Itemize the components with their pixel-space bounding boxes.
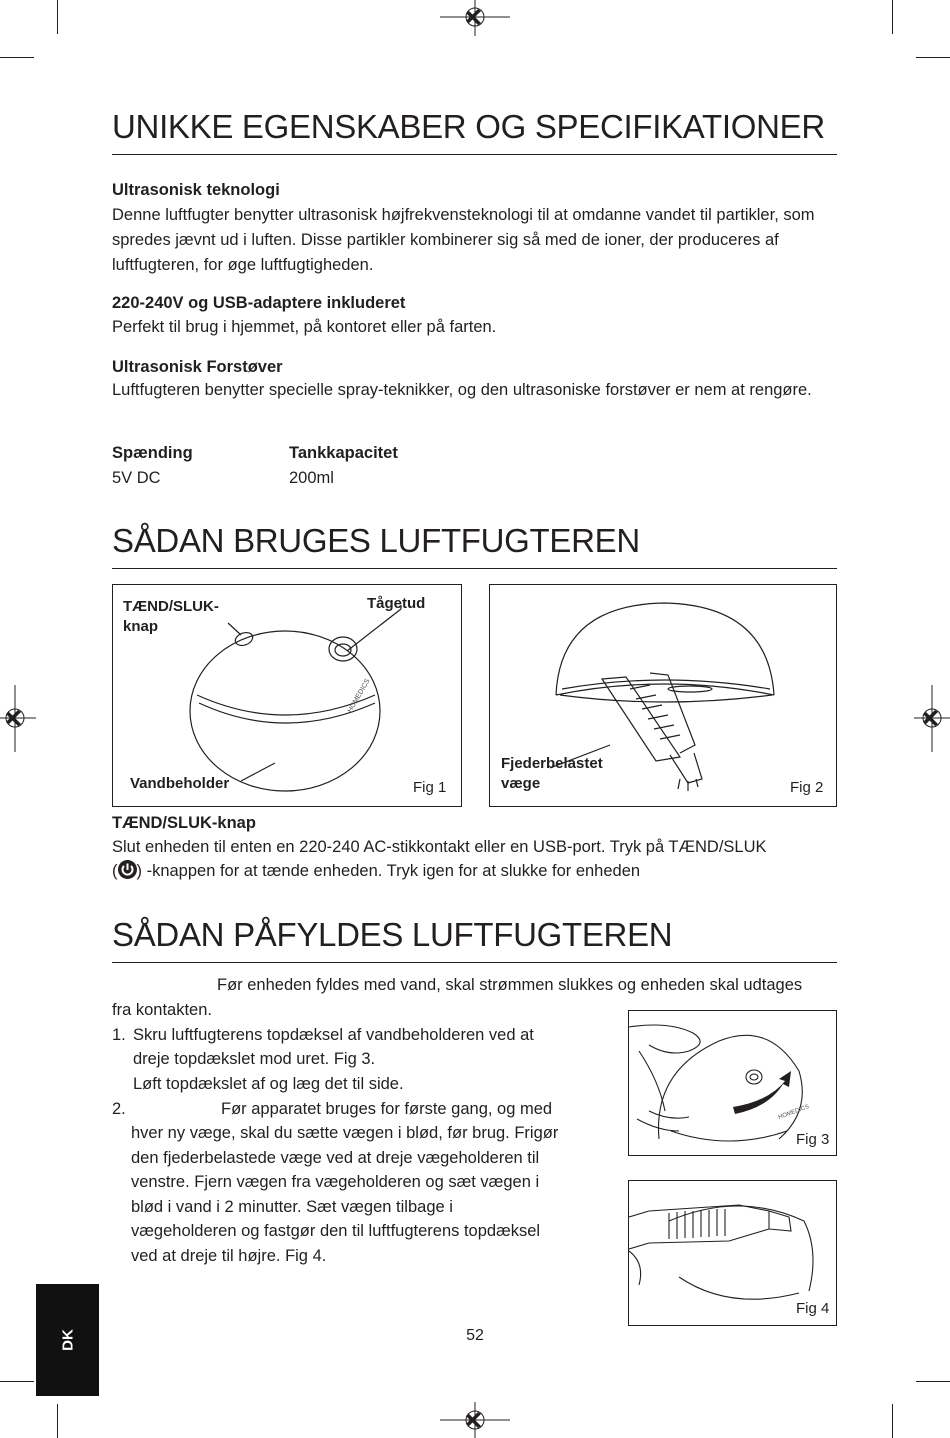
figure-2 (489, 584, 837, 807)
crop-mark (916, 1381, 950, 1382)
step-2-line: venstre. Fjern vægen fra vægeholderen og sæt vægen i (131, 1173, 540, 1191)
spec-value: 5V DC (112, 469, 161, 487)
label-spring-wick: Fjederbelastet væge (501, 755, 603, 792)
crop-mark (916, 57, 950, 58)
step-number: 1. (112, 1026, 126, 1044)
crop-mark (0, 57, 34, 58)
step-1-line: Løft topdækslet af og læg det til side. (133, 1075, 404, 1093)
spec-label: Tankkapacitet (289, 444, 398, 462)
feature-heading: Ultrasonisk teknologi (112, 181, 280, 199)
crop-mark (892, 0, 893, 34)
step-2-line: hver ny væge, skal du sætte vægen i blød, før brug. Frigør (131, 1124, 559, 1142)
power-body-line: Slut enheden til enten en 220-240 AC-stikkontakt eller en USB-port. Tryk på TÆND/SLUK (112, 838, 767, 856)
label-power-button: TÆND/SLUK- knap (123, 598, 219, 635)
figure-number: Fig 1 (413, 779, 447, 796)
power-body-line (112, 859, 640, 884)
crop-mark (0, 1381, 34, 1382)
section-title-filling: SÅDAN PÅFYLDES LUFTFUGTEREN (112, 916, 837, 963)
language-tab (36, 1284, 99, 1396)
label-mist-outlet: Tågetud (367, 595, 426, 612)
label-water-tank: Vandbeholder (130, 775, 230, 792)
power-heading: TÆND/SLUK-knap (112, 814, 256, 832)
filling-intro: Før enheden fyldes med vand, skal strømmen slukkes og enheden skal udtages fra kontakten. (112, 976, 803, 1019)
feature-heading: 220-240V og USB-adaptere inkluderet (112, 294, 406, 312)
step-1-line: dreje topdækslet mod uret. Fig 3. (133, 1050, 376, 1068)
figure-number: Fig 3 (796, 1131, 830, 1148)
language-tab-label: DK (59, 1329, 76, 1351)
step-2-line: vægeholderen og fastgør den til luftfugterens topdæksel (131, 1222, 541, 1240)
page-number: 52 (466, 1327, 484, 1344)
figure-3 (628, 1010, 837, 1156)
power-icon (118, 860, 137, 879)
figure-4 (628, 1180, 837, 1326)
crop-mark (57, 1404, 58, 1438)
step-2-line: ved at dreje til højre. Fig 4. (131, 1247, 327, 1265)
step-2-line: Før apparatet bruges for første gang, og med (221, 1100, 553, 1118)
spec-label: Spænding (112, 444, 193, 462)
step-number: 2. (112, 1100, 126, 1118)
section-title-usage: SÅDAN BRUGES LUFTFUGTEREN (112, 522, 837, 569)
spec-value: 200ml (289, 469, 334, 487)
svg-text:HOMEDICS: HOMEDICS (346, 677, 372, 714)
feature-body: Denne luftfugter benytter ultrasonisk højfrekvensteknologi til at omdanne vandet til partikler, som spredes jævnt ud i luften. Disse partikler kombinerer sig så med de ioner, der produceres af luftfugteren, for øge luftfugtigheden. (112, 206, 815, 274)
crop-mark (892, 1404, 893, 1438)
feature-heading: Ultrasonisk Forstøver (112, 358, 283, 376)
section-title-features: UNIKKE EGENSKABER OG SPECIFIKATIONER (112, 108, 837, 155)
figure-1 (112, 584, 462, 807)
figure-number: Fig 4 (796, 1300, 830, 1317)
figure-number: Fig 2 (790, 779, 824, 796)
step-2-line: den fjederbelastede væge ved at dreje vægeholderen til (131, 1149, 540, 1167)
power-body-pre: ( (112, 862, 118, 880)
feature-body: Perfekt til brug i hjemmet, på kontoret eller på farten. (112, 318, 497, 336)
step-1-line: Skru luftfugterens topdæksel af vandbeholderen ved at (133, 1026, 534, 1044)
svg-text:HOMEDICS: HOMEDICS (777, 1104, 811, 1121)
power-body-post: ) -knappen for at tænde enheden. Tryk igen for at slukke for enheden (136, 862, 641, 880)
step-2-line: blød i vand i 2 minutter. Sæt vægen tilbage i (131, 1198, 453, 1216)
crop-mark (57, 0, 58, 34)
feature-body: Luftfugteren benytter specielle spray-teknikker, og den ultrasoniske forstøver er nem at rengøre. (112, 381, 812, 399)
